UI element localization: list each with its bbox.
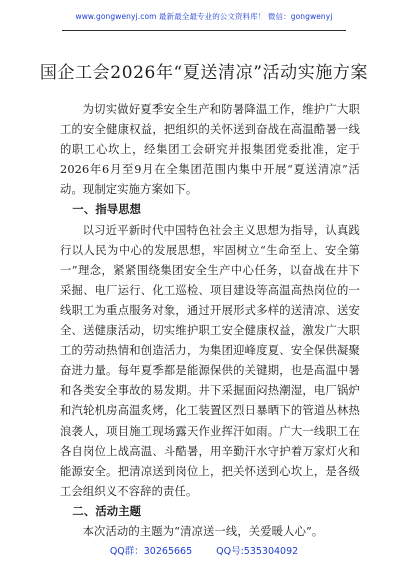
footer-qq-number: QQ号:535304092 bbox=[216, 546, 299, 557]
intro-paragraph: 为切实做好夏季安全生产和防暑降温工作，维护广大职工的安全健康权益，把组织的关怀送到奋战在高温酷暑一线的职工心坎上，经集团工会研究并报集团党委批准，定于2026年6月至9月在全集团范围内集中开展“夏送清凉”活动。现制定实施方案如下。 bbox=[60, 103, 360, 197]
activity-theme-paragraph: 本次活动的主题为“清凉送一线，关爱暖人心”。 bbox=[82, 524, 324, 538]
header-divider bbox=[62, 30, 346, 31]
document-title: 国企工会2026年“夏送清凉”活动实施方案 bbox=[39, 63, 369, 83]
page-header bbox=[0, 0, 408, 36]
page-footer bbox=[0, 543, 408, 557]
document-body bbox=[60, 100, 360, 542]
guiding-thought-paragraph: 以习近平新时代中国特色社会主义思想为指导，认真践行以人民为中心的发展思想，牢固树立“生命至上、安全第一”理念，紧紧围绕集团安全生产中心任务，以奋战在井下采掘、电厂运行、化工巡检、项目建设等高温高热岗位的一线职工为重点服务对象，通过开展形式多样的送清凉、送安全、送健康活动，切实维护职工安全健康权益，激发广大职工的劳动热情和创造活力，为集团迎峰度夏、安全保供凝聚奋进力量。每年夏季都是能源保供的关键期，也是高温中暑和各类安全事故的易发期。井下采掘面闷热潮湿，电厂锅炉和汽轮机房高温炙烤，化工装置区烈日暴晒下的管道丛林热浪袭人，项目施工现场露天作业挥汗如雨。广大一线职工在各自岗位上战高温、斗酷暑，用辛勤汗水守护着万家灯火和能源安全。把清凉送到岗位上，把关怀送到心坎上，是各级工会组织义不容辞的责任。 bbox=[60, 223, 360, 498]
section-heading-activity-theme: 二、活动主题 bbox=[72, 504, 142, 518]
header-website-text: www.gongwenyj.com 最新最全最专业的公文资料库！ 微信：gongwenyj bbox=[75, 12, 333, 21]
footer-qq-group: QQ群：30265665 bbox=[109, 546, 193, 557]
section-heading-guiding-thought: 一、指导思想 bbox=[72, 203, 142, 217]
